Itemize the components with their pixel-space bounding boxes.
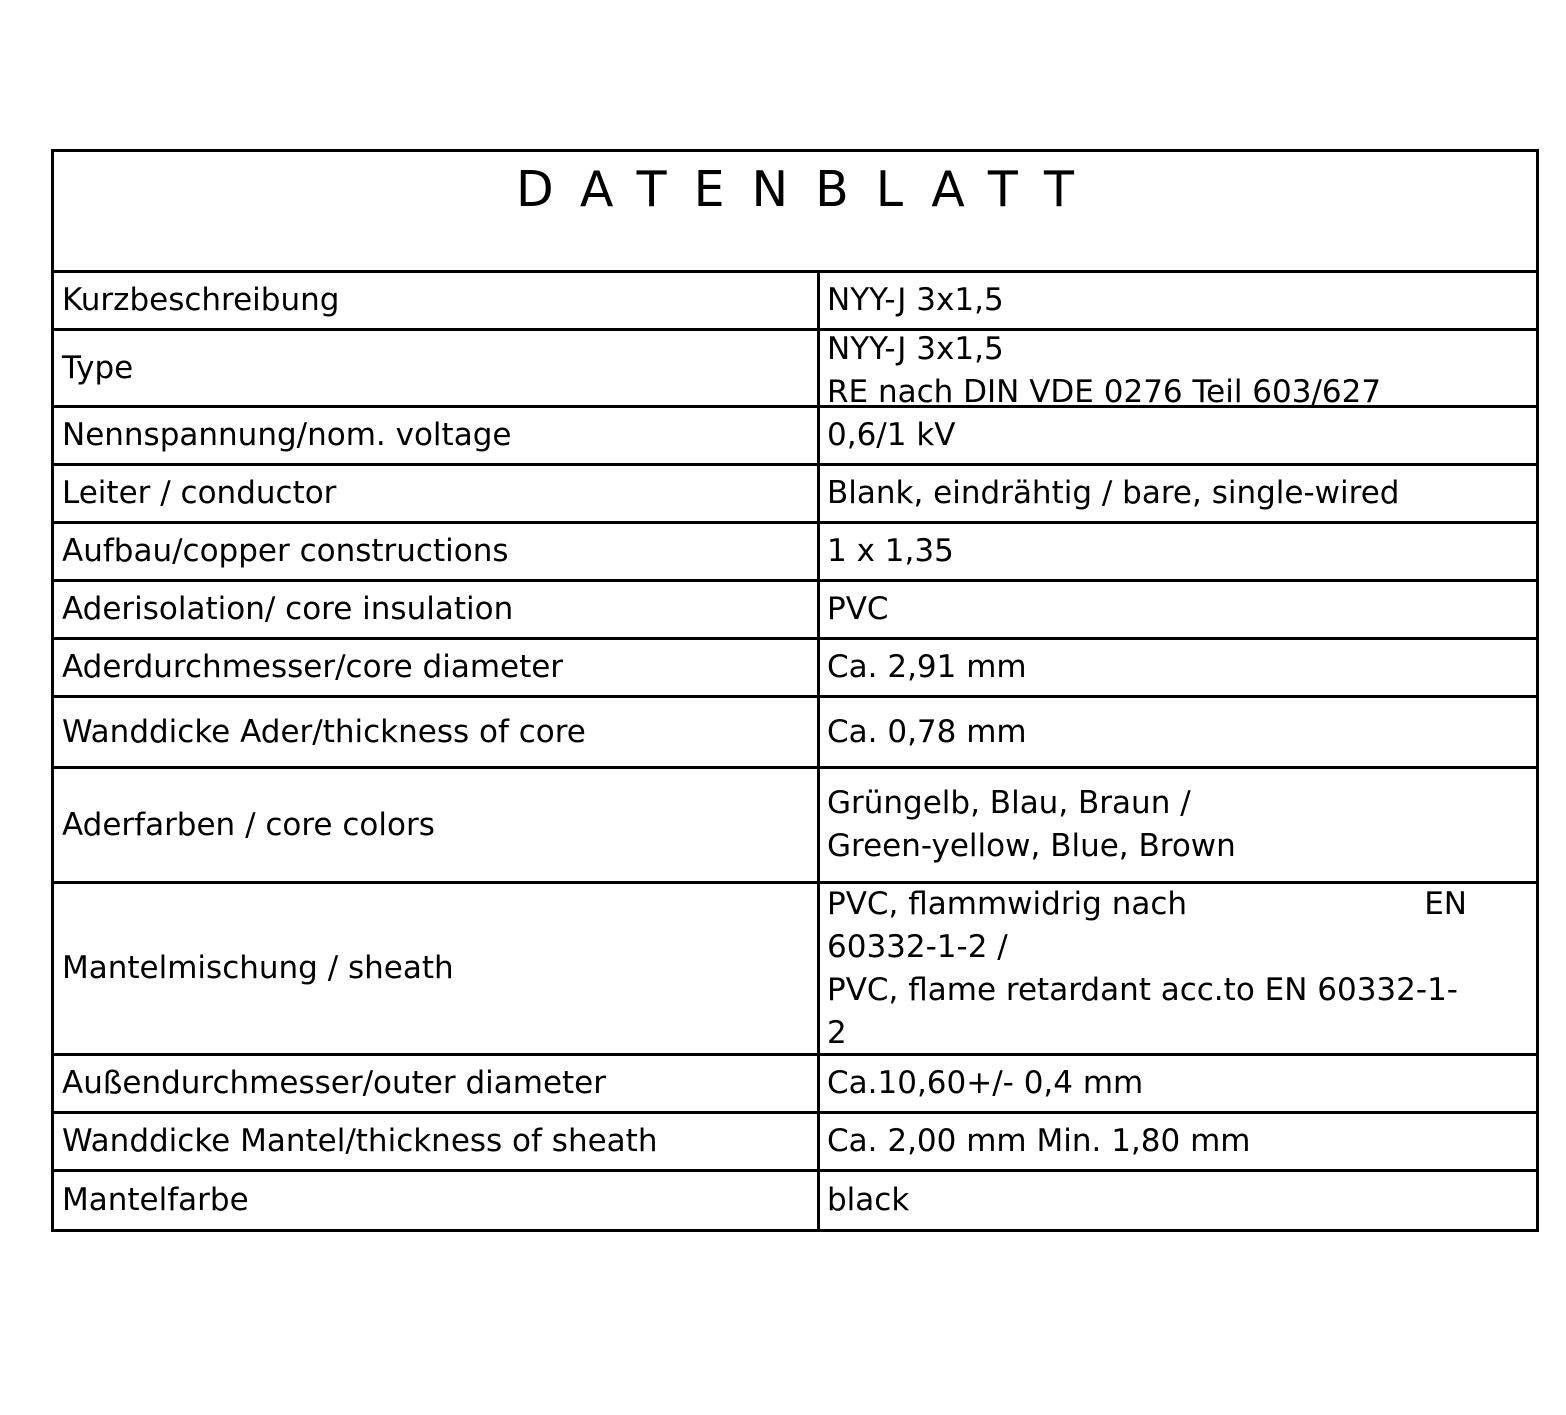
value-line: Ca. 0,78 mm	[827, 713, 1027, 750]
value-line: 2	[827, 1014, 847, 1051]
row-value	[820, 466, 1536, 521]
row-value	[820, 1056, 1536, 1111]
row-label: Wanddicke Ader/thickness of core	[54, 698, 820, 766]
row-label: Aufbau/copper constructions	[54, 524, 820, 579]
row-value	[820, 884, 1536, 1053]
row-label: Aderisolation/ core insulation	[54, 582, 820, 637]
table-row	[54, 524, 1536, 582]
row-value	[820, 1114, 1536, 1169]
value-line: PVC, flame retardant acc.to EN 60332-1-	[827, 971, 1458, 1008]
table-row	[54, 884, 1536, 1056]
value-line: Ca. 2,91 mm	[827, 649, 1027, 685]
row-label: Wanddicke Mantel/thickness of sheath	[54, 1114, 820, 1169]
datasheet-title: DATENBLATT	[516, 161, 1101, 218]
row-label: Type	[54, 331, 820, 405]
value-line: EN	[1424, 885, 1467, 922]
row-value	[820, 408, 1536, 463]
value-line: PVC	[827, 591, 889, 627]
value-line: Ca. 2,00 mm Min. 1,80 mm	[827, 1123, 1251, 1159]
table-row	[54, 466, 1536, 524]
table-row	[54, 408, 1536, 466]
value-line: NYY-J 3x1,5	[827, 331, 1004, 367]
value-line: 1 x 1,35	[827, 533, 954, 569]
table-row	[54, 1172, 1536, 1229]
table-row	[54, 582, 1536, 640]
row-label: Aderfarben / core colors	[54, 769, 820, 881]
table-row	[54, 273, 1536, 331]
row-value	[820, 524, 1536, 579]
value-line: NYY-J 3x1,5	[827, 282, 1004, 318]
table-row	[54, 1056, 1536, 1114]
table-row	[54, 769, 1536, 884]
value-line: Ca.10,60+/- 0,4 mm	[827, 1065, 1144, 1101]
datasheet-table	[51, 149, 1539, 1232]
table-row	[54, 331, 1536, 408]
row-label: Aderdurchmesser/core diameter	[54, 640, 820, 695]
value-line: 0,6/1 kV	[827, 417, 956, 453]
row-value	[820, 273, 1536, 328]
row-label: Mantelfarbe	[54, 1172, 820, 1229]
value-line: Grüngelb, Blau, Braun /	[827, 785, 1191, 821]
value-line: Blank, eindrähtig / bare, single-wired	[827, 475, 1400, 511]
row-label: Leiter / conductor	[54, 466, 820, 521]
row-value	[820, 582, 1536, 637]
table-row	[54, 640, 1536, 698]
value-line: black	[827, 1182, 910, 1218]
value-line: 60332-1-2 /	[827, 928, 1008, 965]
table-row	[54, 698, 1536, 769]
value-line: RE nach DIN VDE 0276 Teil 603/627	[827, 374, 1382, 410]
row-value	[820, 769, 1536, 881]
row-value	[820, 698, 1536, 766]
row-label: Außendurchmesser/outer diameter	[54, 1056, 820, 1111]
row-value	[820, 640, 1536, 695]
table-row	[54, 1114, 1536, 1172]
title-row	[54, 152, 1536, 273]
value-line: PVC, flammwidrig nach	[827, 885, 1188, 922]
value-line: Green-yellow, Blue, Brown	[827, 828, 1236, 864]
row-label: Kurzbeschreibung	[54, 273, 820, 328]
row-value	[820, 1172, 1536, 1229]
row-label: Mantelmischung / sheath	[54, 884, 820, 1053]
row-value	[820, 331, 1536, 410]
row-label: Nennspannung/nom. voltage	[54, 408, 820, 463]
